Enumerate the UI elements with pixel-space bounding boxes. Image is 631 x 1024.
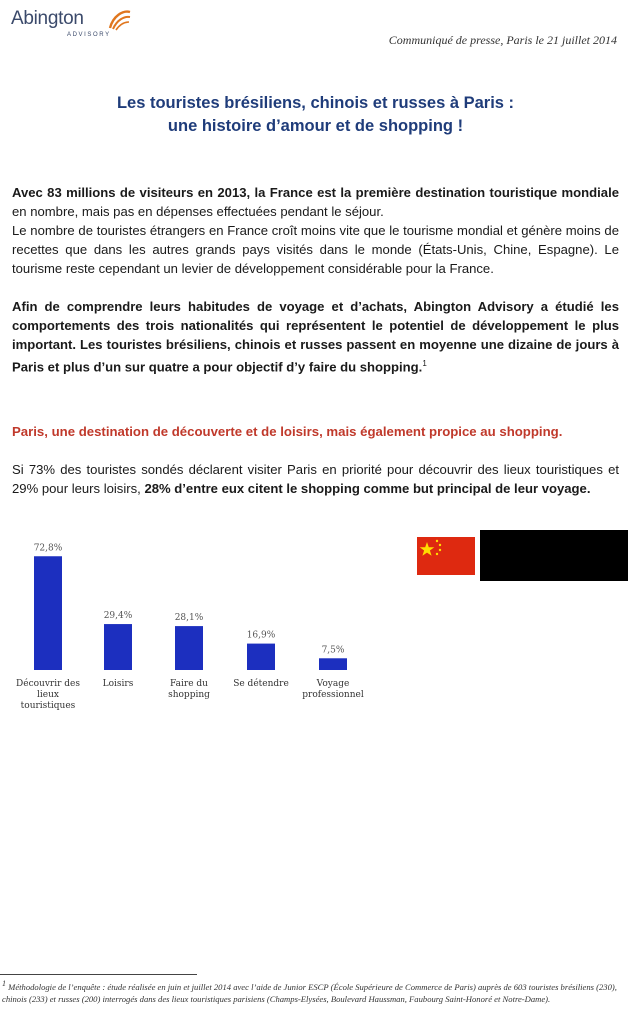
section-paragraph <box>12 460 619 498</box>
title-line-2: une histoire d’amour et de shopping ! <box>167 117 464 135</box>
category-label-1-line-2: lieux <box>37 690 59 700</box>
company-logo <box>11 8 111 38</box>
black-flag-placeholder <box>480 530 628 581</box>
logo-swirl-icon <box>107 6 133 32</box>
section-paragraph-plain: Si 73% des touristes sondés déclarent visiter Paris en priorité pour découvrir des lieux touristiques et 29% pour leurs loisirs, <box>12 462 619 496</box>
bar-5 <box>319 658 347 670</box>
footnote-marker: 1 <box>2 979 6 988</box>
category-label-3-line-1: Faire du <box>170 679 208 689</box>
bar-value-label-2: 29,4% <box>103 611 133 622</box>
bar-2 <box>104 624 132 670</box>
intro-paragraph-3-bold: Afin de comprendre leurs habitudes de voyage et d’achats, Abington Advisory a étudié les comportements des trois nationalités qui représentent le potentiel de développement le plus important. Les touristes brésiliens, chinois et russes passent en moyenne une dizaine de jours à Paris et plus d’un sur quatre a pour objectif d’y faire du shopping. <box>12 299 619 375</box>
bar-chart <box>0 530 380 735</box>
category-label-1-line-1: Découvrir des <box>16 679 80 689</box>
category-label-5-line-1: Voyage <box>316 679 350 689</box>
intro-paragraph-1-bold: Avec 83 millions de visiteurs en 2013, la France est la première destination touristique mondiale <box>12 185 619 200</box>
title-line-1: Les touristes brésiliens, chinois et russes à Paris : <box>116 94 515 112</box>
intro-paragraph-1-rest: en nombre, mais pas en dépenses effectuées pendant le séjour. <box>12 204 384 219</box>
category-label-1-line-3: touristiques <box>20 701 76 711</box>
category-label-4-line-1: Se détendre <box>233 679 289 689</box>
bar-value-label-3: 28,1% <box>174 613 204 624</box>
bar-value-label-4: 16,9% <box>246 630 276 641</box>
page-title <box>0 92 631 138</box>
footnote-text: Méthodologie de l’enquête : étude réalisée en juin et juillet 2014 avec l’aide de Junior ESCP (École Supérieure de Commerce de Paris) auprès de 603 touristes brésiliens (230), chinois (233) et russes (200) interrogés dans des lieux touristiques parisiens (Champs-Elysées, Boulevard Haussman, Faubourg Saint-Honoré et Notre-Dame). <box>2 981 617 1004</box>
dateline: Communiqué de presse, Paris le 21 juillet 2014 <box>388 33 617 47</box>
bar-value-label-1: 72,8% <box>33 543 63 554</box>
logo-sub: ADVISORY <box>67 32 111 38</box>
intro-paragraph-2: Le nombre de touristes étrangers en France croît moins vite que le tourisme mondial et génère moins de recettes que dans les autres grands pays visités dans le monde (États-Unis, Chine, Espagne). Le tourisme reste cependant un levier de développement considérable pour la France. <box>12 223 619 276</box>
intro-paragraph-1 <box>12 183 619 221</box>
category-label-3-line-2: shopping <box>168 690 210 700</box>
china-flag-stars-icon <box>417 537 475 575</box>
bar-chart-svg <box>0 530 380 730</box>
intro-paragraph-3 <box>12 297 619 376</box>
bar-1 <box>34 556 62 670</box>
bar-value-label-5: 7,5% <box>321 645 345 656</box>
section-paragraph-bold: 28% d’entre eux citent le shopping comme but principal de leur voyage. <box>144 481 591 496</box>
footnote-rule <box>0 974 197 975</box>
footnote-ref: 1 <box>422 359 427 368</box>
category-label-2-line-1: Loisirs <box>102 679 134 689</box>
bar-4 <box>247 644 275 670</box>
logo-name: Abington <box>11 8 84 29</box>
footnote <box>2 978 627 1005</box>
china-flag <box>417 537 475 575</box>
section-heading: Paris, une destination de découverte et de loisirs, mais également propice au shopping. <box>12 424 563 439</box>
bar-3 <box>175 626 203 670</box>
category-label-5-line-2: professionnel <box>302 690 364 700</box>
